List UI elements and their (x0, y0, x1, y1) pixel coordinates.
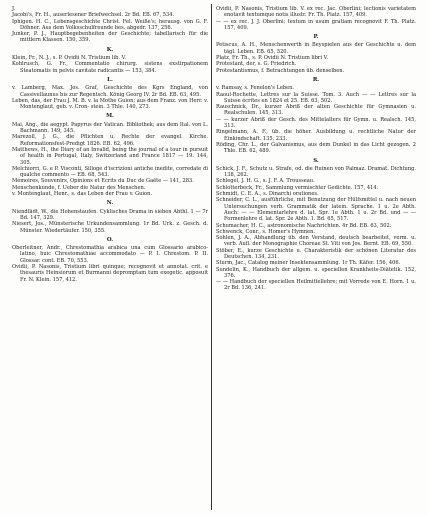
index-entry: Schwenck, Conr., s. Homer's Hymnen. (216, 228, 316, 235)
index-entry: Klein, Fr., N. J., s. P. Ovidii N. Tristium lib. V. (12, 55, 127, 62)
index-entry: Leben, das, der Frau J. M. B. v. la Mothe Guion; aus dem Franz. von Herr. v. Montenglaut, geb. v. Cron- stein. 3 Thle. 140, 273. (12, 97, 208, 111)
index-entry: Kohlrusch, G. Fr., Commentatio chirurg. sistens exstirpationem Steatomatis in pelvis cavitate radicantis — 153, 384. (12, 61, 208, 74)
section-letter: L. (107, 76, 113, 83)
index-entry: v. Ramsay, s. Fenelon's Leben. (216, 85, 295, 92)
index-entry: — — ex rec. J. J. Oberlini; textum in usum gratiam recognovit F. Th. Platz. 157, 409. (216, 18, 416, 31)
index-entry: Mai, Ang., die aegypt. Papyrus der Vatican. Bibliothek; aus dem Ital. von L. Bachmann. 149, 345. (12, 121, 208, 135)
index-entry: Junker, P. J., Hauptbegebenheiten der Geschichte; tabellarisch für die mittlern Klassen. 150, 359. (12, 31, 208, 44)
section-letter: S. (313, 157, 319, 164)
index-entry: Ringelmann, A. F., üb. die höher. Ausbildung u. rechtliche Natur der Einkindschaft. 135, 233. (216, 129, 416, 142)
index-entry: Schumacher, H. C., astronomische Nachrichten. 4r Bd. EB. 63, 502. (216, 222, 392, 229)
index-entry: J. (12, 6, 16, 12)
index-entry: Oberleitner, Andr., Chrestomathia arabica una cum Glossario arabico-latino, huic Chrestomathiae accommodato — P. I. Chrestom. P. II. Glossar. cont. EB. 70, 553. (12, 245, 208, 264)
section-letter: P. (313, 34, 319, 41)
section-letter: N. (106, 200, 114, 207)
index-entry: Protestantismus, f. Betrachtungen üb. denselben. (216, 67, 345, 74)
index-entry: Rauschnick, Dr., kurzer Abriß der alten Geschichte für Gymnasien u. Realschulen. 145, 313. (216, 104, 416, 117)
column-divider (211, 4, 212, 510)
index-entry: Petiscus, A. H., Menschenwerth in Beyspielen aus der Geschichte u. dem tägl. Leben. EB. 65, 520. (216, 42, 416, 55)
index-entry: Schlotterbeck, Fr., Sammlung vermischter Gedichte. 157, 414. (216, 184, 379, 191)
index-entry: v. Lamberg, Max. Jos. Graf, Geschichte des Kgrs England, von Cassivellaunus bis zur Regentsch. König Georg IV. 2r Bd. EB. 63, 495. (12, 85, 208, 98)
index-entry: v. Montenglaut, Henr., s. das Leben der Frau v. Guion. (12, 191, 153, 198)
section-letter: M. (106, 113, 114, 120)
index-entry: Schmidt, C. E. A., s. Dinarchi orationes. (216, 191, 319, 198)
section-letter: K. (106, 46, 114, 53)
index-entry: Platz, Fr. Th., s. P. Ovidii N. Tristium libri V. (216, 55, 329, 62)
index-entry: Sohlen, J. A., Abhandlung üb. den Verstand, deutsch bearbeitet, verm. u. verb. Aufl. der Monographie Choreae St. Viti von Jos. Bernt. EB. 69, 550. (216, 235, 416, 248)
left-column (12, 6, 208, 283)
index-entry: Niesert, Jos., Münsterische Urkundensammlung. 1r Bd. Urk. z. Gesch. d. Münster. Wiedertäufer. 150, 355. (12, 221, 208, 234)
index-entry: Schick, J. F., Schutz u. Strafe, od. die Ruinen von Palmaz. Dramat. Dichtung. 138, 262. (216, 165, 416, 179)
right-column (216, 6, 416, 292)
index-entry: Schlegel, J. H. G., s. J. F. A. Trousseau. (216, 178, 315, 185)
index-entry: Sundelin, K., Handbuch der allgem. u. speciellen Krankheits-Diätetik. 152, 376. (216, 266, 416, 279)
index-entry: Röding, Chr. L., der Galvanismus, aus dem Dunkel in das Licht gezogen. 2 Thle. EB. 62, 489. (216, 141, 416, 155)
index-entry: Matthews, H., the Diary of an Invalid, being the journal of a tour in pursuit of health in Portugal, Italy, Switzerland and France 1817 — 19. 144, 305. (12, 146, 208, 166)
index-entry: — — Handbuch der speciellen Heilmittellehre; mit Vorrede von E. Horn. 1 u. 2r Bd. 136, 241. (216, 279, 416, 292)
section-letter: O. (106, 236, 114, 243)
index-entry: Protestant, der, s. G. Friedrich. (216, 61, 297, 68)
index-entry: Niendfädt, W., die Hohenstaufen. Cyklisches Drama in sieben Abthl. 1 — 7r Bd. 147, 329. (12, 208, 208, 221)
section-letter: R. (312, 76, 320, 83)
index-entry: Jacobi's, Fr. H., auserlesener Briefwechsel. 2r Bd. EB. 67, 534. (12, 12, 175, 19)
index-entry: Menschenkunde, f. Ueber die Natur des Menschen. (12, 184, 146, 191)
index-entry: Iphigen. H. C., Lebensgeschichte Christ. Fel. Weiße's; herausg. von G. F. Döhner. Aus dem Volksschulfreunde bes. abgedr. 137, 256. (12, 18, 208, 31)
index-entry: Sturm, Jac., Catalog meiner Insektensammlung. 1r Th. Käfer. 156, 406. (216, 260, 401, 267)
index-entry: Melchiorri, G. e P. Visconti, Silloge d'iscrizioni antiche inedite, corredate di qualche commento — EB. 68, 543. (12, 165, 208, 179)
index-entry: Mémoires, Souvenirs, Opinions et Ecrits du Duc de Gaëte — 141, 283. (12, 178, 194, 185)
index-entry: Raoul-Rochette, Lettres sur la Suisse. Tom. 3. Auch — — Lettres sur la Suisse écrites en 1824 et 25. EB. 63, 502. (216, 91, 416, 104)
index-entry: Ovidii, P. Nasonis, Tristium lib. V. ex rec. Jac. Oberlini; lectionis varietatem enotavit textumque notis illustr. Fr. Th. Platz. 157, 409. (216, 6, 416, 19)
index-entry: Stöber, E., kurze Geschichte u. Charakteristik der schönen Literatur des Deutschen. 134, 231. (216, 247, 416, 260)
index-entry: Ovidii, P. Nasonis, Tristium libri quinque; recognovit et annotat. crit. e thesauris Heinsiorum et Burmanni depromptam tum exegetic. apposuit Fr. N. Klein. 157, 412. (12, 263, 208, 283)
index-entry: Marezoll, J. G., die Pflichten u. Rechte der evangel. Kirche. Reformationsfest-Predigt 1826. EB. 62, 496. (12, 134, 208, 147)
index-entry: — — kurzer Abriß der Gesch. des Mittelalters für Gymn. u. Realsch. 145, 313. (216, 116, 416, 130)
index-entry: Schneider, C. L., ausführliche, mit Benutzung der Hülfsmittel u. nach neuen Untersuchungen verb. Grammatik der latein. Sprache. 1 u. 2e Abth. Auch: — — Elementarlehre d. lat. Spr. 1e Abth. 1 u. 2r Bd. und — — Formenlehre d. lat. Spr. 2e Abth. 1. Bd. 65, 517. (216, 197, 416, 223)
